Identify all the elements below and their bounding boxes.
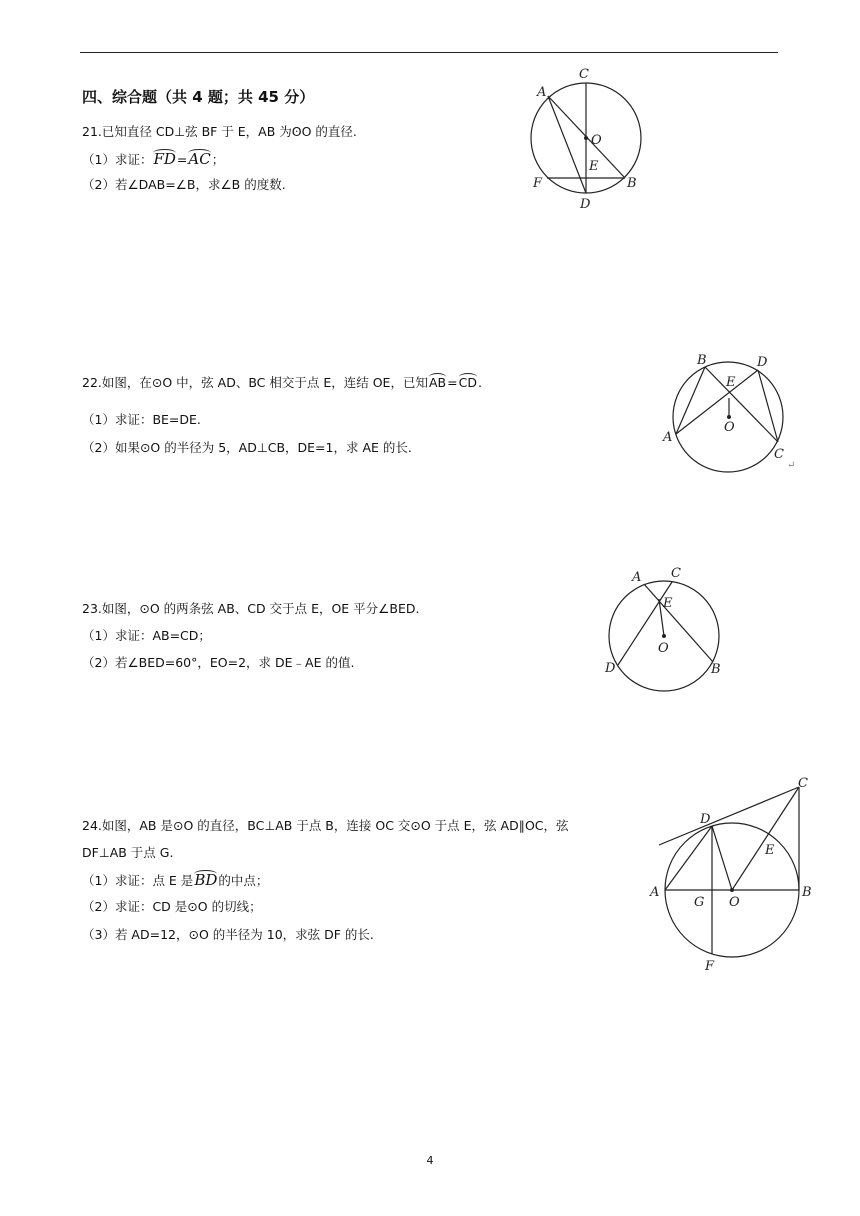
- q21-label-o: O: [591, 133, 602, 148]
- q24-tangent-cd: [659, 787, 799, 845]
- page-number: 4: [426, 1154, 434, 1167]
- q24-part1-suffix: 的中点；: [218, 873, 269, 888]
- q21-label-f: F: [533, 176, 543, 191]
- q22-center-dot: [727, 415, 731, 419]
- q22-label-a: A: [663, 430, 673, 445]
- q22-equals: =: [447, 375, 458, 390]
- q24-stem-line1: 24.如图，AB 是⊙O 的直径，BC⊥AB 于点 B，连接 OC 交⊙O 于点 E，弦 AD∥OC，弦: [82, 818, 569, 833]
- q21-label-b: B: [627, 176, 637, 191]
- q21-part2: （2）若∠DAB=∠B，求∠B 的度数.: [82, 177, 286, 192]
- q22-label-b: B: [697, 353, 707, 368]
- q24-part1: [82, 872, 268, 889]
- q22-part2: （2）如果⊙O 的半径为 5，AD⊥CB，DE=1，求 AE 的长.: [82, 440, 412, 455]
- q21-part1-suffix: ；: [211, 152, 225, 167]
- q24-segment-od: [712, 826, 732, 890]
- q24-figure: [645, 775, 820, 975]
- q24-label-b: B: [802, 885, 812, 900]
- q23-label-o: O: [658, 641, 669, 656]
- q21-label-d: D: [580, 197, 591, 212]
- q24-chord-ad: [665, 826, 712, 890]
- q23-part1: （1）求证：AB=CD；: [82, 628, 211, 643]
- arc-cd: CD: [458, 375, 477, 390]
- q24-label-o: O: [729, 895, 740, 910]
- q24-label-f: F: [705, 959, 715, 974]
- q24-center-dot: [730, 888, 734, 892]
- q22-part1: （1）求证：BE=DE.: [82, 412, 201, 427]
- q22-stem: [82, 375, 482, 391]
- q23-chord-ab: [644, 584, 713, 662]
- q24-part2: （2）求证：CD 是⊙O 的切线；: [82, 899, 262, 914]
- q23-label-b: B: [711, 662, 721, 677]
- q21-part1-prefix: （1）求证：: [82, 152, 153, 167]
- q23-label-a: A: [632, 570, 642, 585]
- q22-figure: [660, 350, 805, 475]
- q23-center-dot: [662, 634, 666, 638]
- q23-label-d: D: [605, 661, 616, 676]
- header-rule: [80, 52, 778, 53]
- q21-equals: =: [176, 152, 188, 167]
- q21-label-c: C: [579, 67, 589, 82]
- q22-label-d: D: [757, 355, 768, 370]
- q21-part1: [82, 151, 224, 168]
- arc-ac: AC: [188, 150, 211, 168]
- q24-label-a: A: [650, 885, 660, 900]
- q24-label-g: G: [694, 895, 705, 910]
- q21-stem: 21.已知直径 CD⊥弦 BF 于 E，AB 为ʘO 的直径.: [82, 124, 357, 139]
- q21-label-a: A: [537, 85, 547, 100]
- q22-return-mark: ↵: [787, 460, 796, 471]
- q23-stem: 23.如图，⊙O 的两条弦 AB、CD 交于点 E，OE 平分∠BED.: [82, 601, 420, 616]
- q22-label-o: O: [724, 420, 735, 435]
- q23-label-e: E: [663, 596, 673, 611]
- q21-figure: [525, 60, 660, 210]
- q23-part2: （2）若∠BED=60°，EO=2，求 DE﹣AE 的值.: [82, 655, 355, 670]
- q24-label-d: D: [700, 812, 711, 827]
- q23-figure: [600, 562, 735, 682]
- q21-label-e: E: [589, 159, 599, 174]
- q24-stem-line2: DF⊥AB 于点 G.: [82, 845, 174, 860]
- q24-label-e: E: [765, 843, 775, 858]
- q23-label-c: C: [671, 566, 681, 581]
- q22-stem-prefix: 22.如图，在⊙O 中，弦 AD、BC 相交于点 E，连结 OE，已知: [82, 375, 428, 390]
- q21-center-dot: [584, 136, 588, 140]
- arc-fd: FD: [153, 150, 176, 168]
- q22-label-c: C: [774, 447, 784, 462]
- q24-segment-oc: [732, 787, 799, 890]
- section-title: 四、综合题（共 4 题；共 45 分）: [82, 88, 315, 106]
- arc-bd: BD: [194, 871, 218, 889]
- arc-ab: AB: [428, 375, 447, 390]
- q22-label-e: E: [726, 375, 736, 390]
- q22-stem-suffix: .: [477, 375, 482, 390]
- q24-label-c: C: [798, 776, 808, 791]
- q24-part3: （3）若 AD=12，⊙O 的半径为 10，求弦 DF 的长.: [82, 927, 374, 942]
- q24-part1-prefix: （1）求证：点 E 是: [82, 873, 194, 888]
